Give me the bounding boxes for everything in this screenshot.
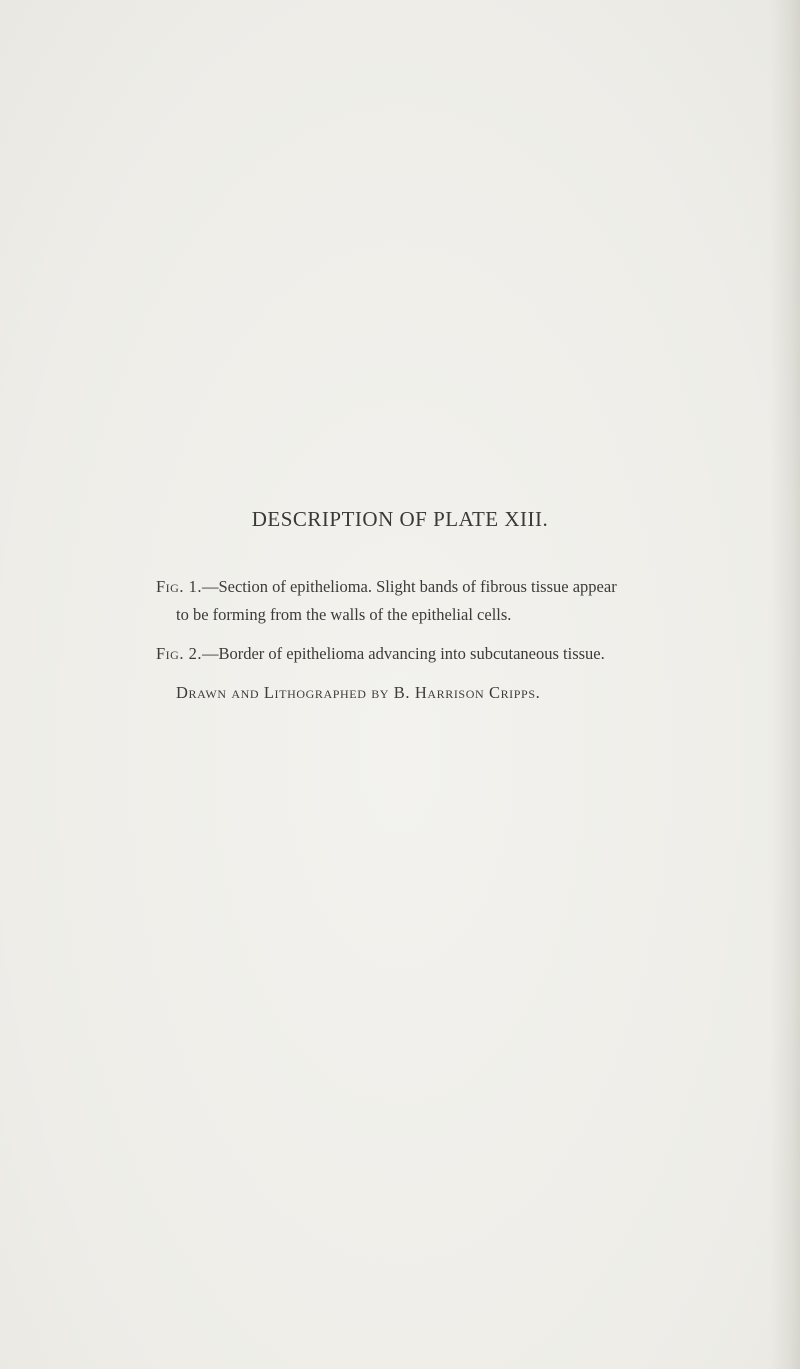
- figure-2-dash: —: [201, 644, 219, 663]
- figure-1-dash: —: [201, 577, 219, 596]
- figure-1-label: Fig. 1.: [156, 577, 202, 596]
- figure-2-description: [156, 640, 756, 668]
- figure-2-text-line-1: Border of epithelioma advancing into subcutaneous tissue.: [218, 644, 605, 663]
- figure-2-label: Fig. 2.: [156, 644, 202, 663]
- figure-1-description: [156, 573, 756, 629]
- figure-1-text-line-1: Section of epithelioma. Slight bands of fibrous tissue appear: [218, 577, 617, 596]
- plate-credit: Drawn and Lithographed by B. Harrison Cripps.: [176, 683, 541, 702]
- plate-title: DESCRIPTION OF PLATE XIII.: [251, 507, 549, 531]
- figure-1-text-line-2: to be forming from the walls of the epithelial cells.: [176, 605, 512, 624]
